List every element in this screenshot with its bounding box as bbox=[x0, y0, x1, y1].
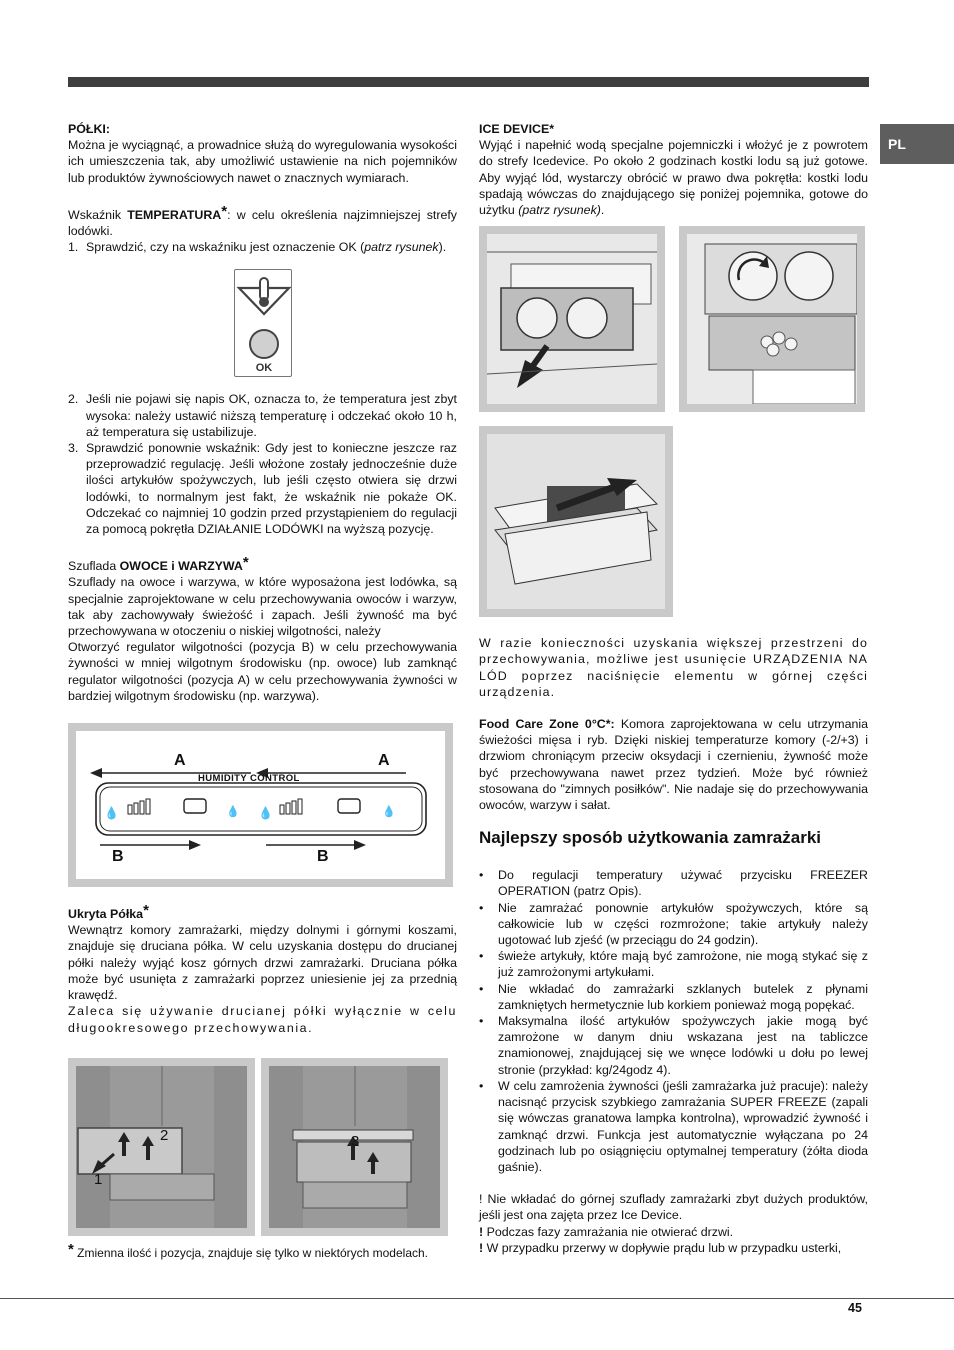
humidity-control-figure bbox=[68, 723, 453, 887]
freezer-section-heading: Najlepszy sposób użytkowania zamrażarki bbox=[479, 828, 822, 848]
step-3 bbox=[68, 440, 457, 537]
drawer-figure-2 bbox=[261, 1058, 448, 1236]
fcz-bold: Food Care Zone 0°C*: bbox=[479, 717, 615, 732]
ice-figures-row bbox=[479, 226, 868, 412]
label-b-right: B bbox=[317, 848, 329, 866]
bullet-dot: • bbox=[479, 900, 484, 915]
ice-removal-illustration bbox=[487, 434, 665, 609]
food-care-zone-text bbox=[479, 716, 868, 813]
temperature-indicator-intro bbox=[68, 204, 457, 239]
list-item-text: W celu zamrożenia żywności (jeśli zamrażarka już pracuje): należy nacisnąć przycisk szybkiego zamrażania SUPER FREEZE (zapali się wówczas granatowa lampka kontrolna), wprowadzić żywność i zamknąć drzwi. Funkcja jest automatycznie wyłączana po 24 godzinach lub po osiągnięciu optymalnej temperatury (żółta dioda gaśnie). bbox=[498, 1078, 868, 1174]
hidden-shelf-title bbox=[68, 903, 457, 922]
bullet-dot: • bbox=[479, 981, 484, 996]
hidden-shelf-star: * bbox=[143, 902, 149, 920]
drawer-bold: OWOCE i WARZYWA bbox=[119, 559, 243, 574]
ice-text-italic: (patrz rysunek) bbox=[518, 203, 601, 218]
drawer-label-1: 1 bbox=[94, 1170, 103, 1188]
drawer-star: * bbox=[242, 554, 249, 572]
list-item-text: Maksymalna ilość artykułów spożywczych jakie mogą być zamrożone w danym dniu wskazana jest na tabliczce znamionowej, znajdującej się we wnęce lodówki u dołu po lewej stronie (przykład: kg/24godz 4). bbox=[498, 1014, 868, 1077]
ice-text-end: . bbox=[600, 203, 605, 218]
list-item bbox=[479, 948, 868, 980]
ice-device-figure-2 bbox=[679, 226, 865, 412]
bullet-dot: • bbox=[479, 1078, 484, 1093]
svg-text:💧: 💧 bbox=[382, 805, 396, 819]
ice-device-figure-1 bbox=[479, 226, 665, 412]
language-tab: PL bbox=[880, 124, 954, 164]
list-item bbox=[479, 867, 868, 899]
bullet-dot: • bbox=[479, 1014, 484, 1029]
label-b-left: B bbox=[112, 848, 124, 866]
warning-3 bbox=[479, 1240, 868, 1256]
footnote-text: Zmienna ilość i pozycja, znajduje się tylko w niektórych modelach. bbox=[73, 1245, 429, 1260]
temp-star: * bbox=[221, 202, 228, 220]
ice-device-removal-text: W razie konieczności uzyskania większej przestrzeni do przechowywania, możliwe jest usunięcie URZĄDZENIA NA LÓD poprzez naciśnięcie elementu w górnej części urządzenia. bbox=[479, 636, 868, 699]
bottom-rule bbox=[0, 1298, 954, 1299]
step-1-italic: patrz rysunek bbox=[364, 240, 439, 255]
fcz-body: Komora zaprojektowana w celu utrzymania świeżości mięsa i ryb. Dzięki niskiej temperaturze komory (-2/+3) i drzwiom chroniącym przeciw oksydacji i czernieniu, żywność może być przechowywana nawet przez tydzień. Może być również stosowana do "zimnych posiłków". Nie nadaje się do przechowywania owoców, warzyw i sałat. bbox=[479, 717, 868, 813]
fruit-drawer-text-2: Otworzyć regulator wilgotności (pozycja B) w celu przechowywania żywności w mniej wilgotnym środowisku (np. owoce) lub zamknąć regulator wilgotności (pozycja A) w celu przechowywania żywności w bardziej wilgotnym środowisku (np. warzywa). bbox=[68, 640, 457, 703]
list-item bbox=[479, 900, 868, 949]
step-1-number: 1. bbox=[68, 240, 79, 255]
list-item bbox=[479, 981, 868, 1013]
step-2 bbox=[68, 391, 457, 440]
drawer-prefix: Szuflada bbox=[68, 559, 120, 574]
ice-tray-illustration bbox=[487, 234, 657, 404]
left-column bbox=[68, 121, 457, 1261]
svg-text:💧: 💧 bbox=[258, 806, 273, 821]
fruit-drawer-text-1: Szuflady na owoce i warzywa, w które wyposażona jest lodówka, są specjalnie zaprojektowane w celu przechowywania owoców i warzyw, tak aby zachowywały świeżość i zapach. Jeśli żywność ma być przechowywana w otoczeniu o niskiej wilgotności, należy bbox=[68, 575, 457, 639]
step-2-number: 2. bbox=[68, 392, 79, 407]
shelves-title: PÓŁKI: bbox=[68, 122, 110, 136]
step-2-text: Jeśli nie pojawi się napis OK, oznacza to, że temperatura jest zbyt wysoka: należy ustawić niższą temperaturę i odczekać około 10 h, aż temperatura się ustabilizuje. bbox=[86, 392, 457, 439]
bullet-dot: • bbox=[479, 949, 484, 964]
label-a-right: A bbox=[378, 752, 390, 770]
ice-device-figure-3 bbox=[479, 426, 673, 617]
warning-2 bbox=[479, 1224, 868, 1240]
svg-text:💧: 💧 bbox=[226, 805, 240, 819]
step-1-text bbox=[86, 239, 457, 255]
warning-3-text: W przypadku przerwy w dopływie prądu lub w przypadku usterki, bbox=[483, 1240, 842, 1255]
freezer-tips-list bbox=[479, 867, 868, 1175]
drawer-figures bbox=[68, 1058, 457, 1236]
label-a-left: A bbox=[174, 752, 186, 770]
warning-1: ! Nie wkładać do górnej szuflady zamrażarki zbyt dużych produktów, jeśli jest ona zajęta przez Ice Device. bbox=[479, 1192, 868, 1223]
right-column bbox=[479, 121, 868, 1256]
drop-icon: 💧 bbox=[104, 806, 119, 821]
drawer-label-3: 3 bbox=[351, 1132, 360, 1150]
warning-2-text: Podczas fazy zamrażania nie otwierać drzwi. bbox=[483, 1224, 734, 1239]
temp-rest: : w celu określenia najzimniejszej strefy lodówki. bbox=[68, 207, 457, 239]
temp-prefix: Wskaźnik bbox=[68, 207, 128, 222]
fruit-drawer-title bbox=[68, 555, 457, 574]
freezer-drawer-illustration bbox=[76, 1066, 247, 1228]
list-item-text: Nie zamrażać ponownie artykułów spożywczych, które są całkowicie lub w części rozmrożone; takie artykuły należy ugotować lub zjeść (w przeciągu do 24 godzin). bbox=[498, 900, 868, 948]
page-number: 45 bbox=[848, 1301, 862, 1315]
list-item-text: Nie wkładać do zamrażarki szklanych butelek z płynami zamkniętych hermetycznie lub korkiem ponieważ mogą popękać. bbox=[498, 981, 868, 1012]
hidden-shelf-text-2a: Zaleca się używanie drucianej półki wyłącznie w celu długookresowego przechowywania. bbox=[68, 1004, 457, 1035]
top-rule bbox=[68, 77, 869, 87]
ice-knobs-illustration bbox=[687, 234, 857, 404]
hidden-shelf-text-1: Wewnątrz komory zamrażarki, między dolnymi i górnymi koszami, znajduje się druciana półka. W celu uzyskania dostępu do drucianej półki należy wyjąć kosz górnych drzwi zamrażarki. Druciana półka może być usunięta z zamrażarki poprzez uniesienie jej za przednią krawędź. bbox=[68, 923, 457, 1003]
step-1 bbox=[68, 239, 457, 255]
hidden-shelf-title-text: Ukryta Półka bbox=[68, 907, 144, 922]
step-1-end: ). bbox=[438, 240, 447, 255]
list-item-text: Do regulacji temperatury używać przycisku FREEZER OPERATION (patrz Opis). bbox=[498, 868, 868, 899]
footnote bbox=[68, 1242, 457, 1261]
drawer-figure-1 bbox=[68, 1058, 255, 1236]
step-3-text: Sprawdzić ponownie wskaźnik: Gdy jest to konieczne jeszcze raz przeprowadzić regulację. Jeśli włożone zostały jednocześnie duże ilości artykułów spożywczych, lub jeśli często otwiera się drzwi lodówki, to normalnym jest fakt, że wskaźnik nie pokaże OK. Odczekać co najmniej 10 godzin przed przystąpieniem do regulacji za pomocą pokrętła DZIAŁANIE LODÓWKI na wyższą pozycję. bbox=[86, 441, 457, 537]
drawer-label-2: 2 bbox=[160, 1126, 169, 1144]
warning-2-mark: ! bbox=[479, 1224, 484, 1239]
list-item bbox=[479, 1013, 868, 1078]
temp-bold: TEMPERATURA bbox=[127, 207, 222, 222]
ok-label: OK bbox=[255, 362, 273, 374]
ice-text-main: Wyjąć i napełnić wodą specjalne pojemniczki i włożyć je z powrotem do strefy Icedevice. Po około 2 godzinach kostki lodu są już gotowe. Aby wyjąć lód, wystarczy obrócić w prawo dwa pokrętła: kostki lodu spadają wówczas do znajdującego się poniżej pojemnika, gotowe do użytku bbox=[479, 138, 868, 218]
step-3-number: 3. bbox=[68, 441, 79, 456]
shelves-text: Można je wyciągnąć, a prowadnice służą do wyregulowania wysokości ich umieszczenia tak, aby umożliwić ustawienie na nich pojemników lub produktów żywnościowych nawet o znacznych wymiarach. bbox=[68, 138, 457, 185]
list-item bbox=[479, 1078, 868, 1175]
warning-3-mark: ! bbox=[479, 1240, 484, 1255]
ice-device-text bbox=[479, 137, 868, 218]
humidity-control-label: HUMIDITY CONTROL bbox=[198, 773, 300, 785]
ice-device-title: ICE DEVICE* bbox=[479, 122, 555, 136]
footnote-star: * bbox=[68, 1240, 74, 1258]
list-item-text: świeże artykuły, które mają być zamrożone, nie mogą stykać się z już zamrożonymi artykułami. bbox=[498, 949, 868, 980]
step-1-main: Sprawdzić, czy na wskaźniku jest oznaczenie OK ( bbox=[86, 240, 365, 255]
bullet-dot: • bbox=[479, 868, 484, 883]
